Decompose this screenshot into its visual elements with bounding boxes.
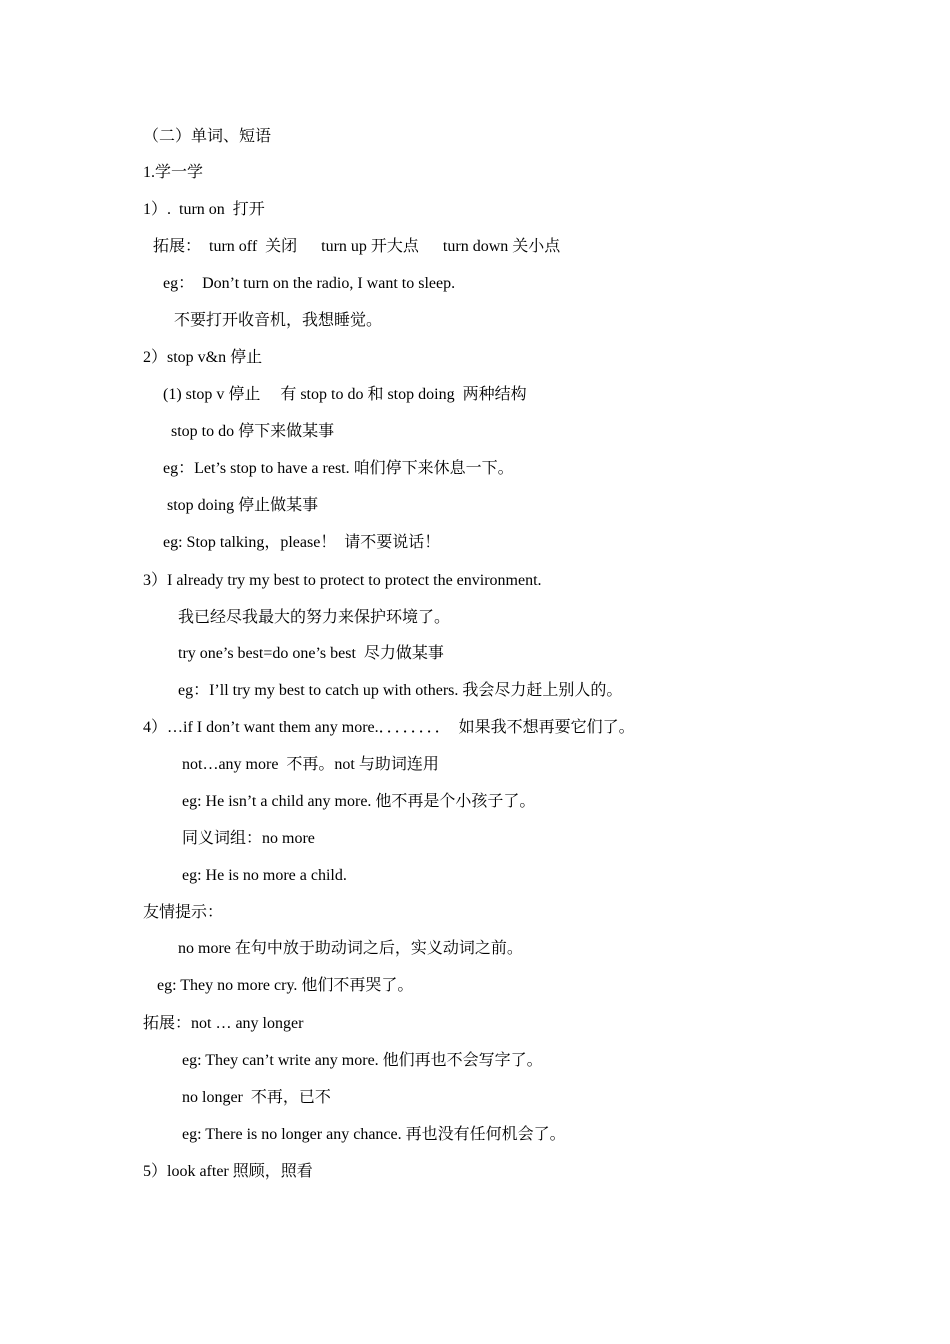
item-2-stop-to-do: stop to do 停下来做某事 (171, 423, 335, 440)
item-2-example-1: eg：Let’s stop to have a rest. 咱们停下来休息一下。 (163, 460, 514, 477)
item-2-example-2: eg: Stop talking，please！ 请不要说话！ (163, 534, 441, 551)
item-3-phrase: try one’s best=do one’s best 尽力做某事 (178, 645, 444, 662)
item-2-subpoint: (1) stop v 停止 有 stop to do 和 stop doing 两种结构 (163, 386, 527, 403)
item-3-heading: 3）I already try my best to protect to protect the environment. (143, 572, 542, 589)
item-4-heading: 4）…if I don’t want them any more.．．．．．．．． 如果我不想再要它们了。 (143, 719, 635, 736)
item-2-heading: 2）stop v&n 停止 (143, 349, 263, 366)
item-2-stop-doing: stop doing 停止做某事 (167, 497, 319, 514)
tip-example: eg: They no more cry. 他们不再哭了。 (157, 977, 414, 994)
extension-example-1: eg: They can’t write any more. 他们再也不会写字了。 (182, 1052, 543, 1069)
item-3-example: eg：I’ll try my best to catch up with others. 我会尽力赶上别人的。 (178, 682, 623, 699)
item-1-extension: 拓展： turn off 关闭 turn up 开大点 turn down 关小点 (153, 238, 561, 255)
item-3-translation: 我已经尽我最大的努力来保护环境了。 (178, 609, 451, 626)
item-1-translation: 不要打开收音机，我想睡觉。 (174, 312, 383, 329)
extension-example-2: eg: There is no longer any chance. 再也没有任何机会了。 (182, 1126, 566, 1143)
tip-text: no more 在句中放于助动词之后，实义动词之前。 (178, 940, 523, 957)
item-1-example: eg： Don’t turn on the radio, I want to sleep. (163, 275, 456, 292)
extension-heading: 拓展：not … any longer (143, 1015, 304, 1032)
item-5-heading: 5）look after 照顾，照看 (143, 1163, 313, 1180)
item-4-synonym: 同义词组：no more (182, 830, 315, 847)
item-4-phrase: not…any more 不再。not 与助词连用 (182, 756, 439, 773)
item-4-example-1: eg: He isn’t a child any more. 他不再是个小孩子了。 (182, 793, 536, 810)
item-1-heading: 1）. turn on 打开 (143, 201, 265, 218)
subsection-heading: 1.学一学 (143, 164, 204, 181)
tip-heading: 友情提示： (143, 904, 224, 921)
item-4-example-2: eg: He is no more a child. (182, 867, 347, 884)
section-heading: （二）单词、短语 (143, 128, 272, 145)
extension-phrase: no longer 不再，已不 (182, 1089, 331, 1106)
